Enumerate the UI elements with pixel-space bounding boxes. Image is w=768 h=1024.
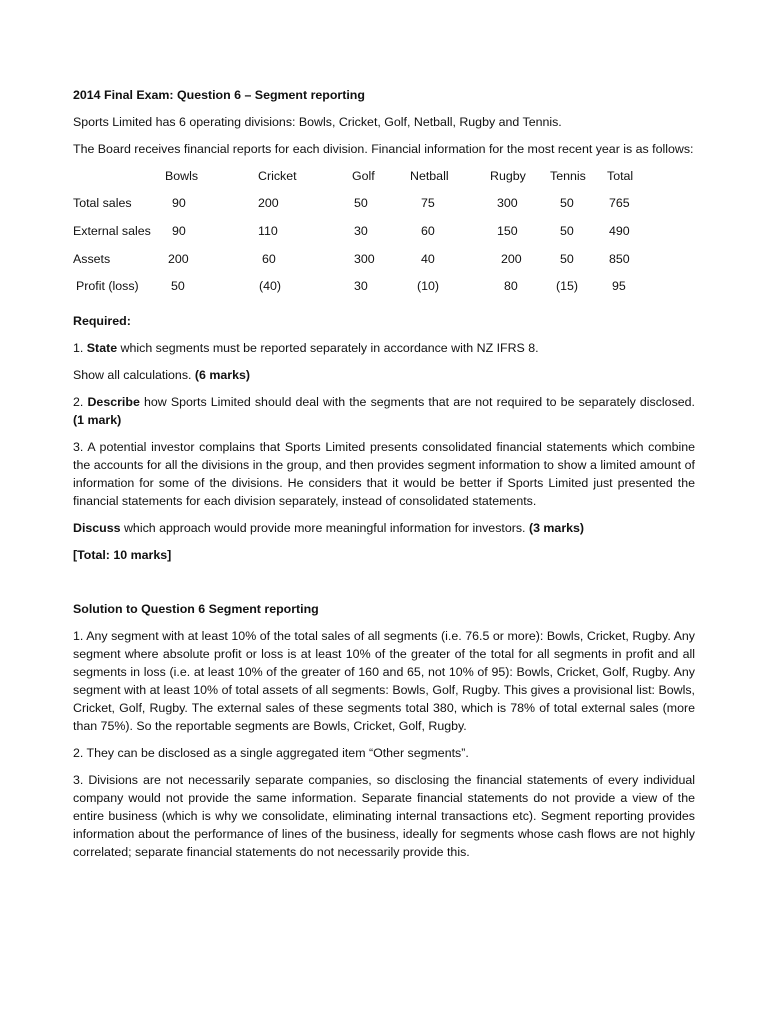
q2-text: how Sports Limited should deal with the segments that are not required to be separately disclosed.: [139, 395, 695, 409]
row-label: Total sales: [73, 196, 132, 210]
table-cell: 50: [560, 196, 574, 210]
table-header: Golf: [352, 169, 375, 183]
table-cell: 200: [501, 252, 522, 266]
question-1: [73, 339, 695, 357]
table-cell: (15): [556, 279, 579, 293]
question-3: 3. A potential investor complains that Sports Limited presents consolidated financial statements which combine the accounts for all the divisions in the group, and then provides segment information to show a limited amount of information for some of the divisions. He considers that it would be better if Sports Limited just presented the financial statements for each division separately, instead of consolidated statements.: [73, 440, 695, 508]
table-cell: 50: [171, 279, 185, 293]
table-cell: 490: [609, 224, 630, 238]
table-cell: 110: [258, 224, 278, 238]
q2-number: 2.: [73, 395, 84, 409]
question-1-calculations: [73, 366, 695, 384]
q1-calc-text: Show all calculations.: [73, 368, 195, 382]
table-cell: 30: [354, 279, 368, 293]
q1-text: which segments must be reported separately in accordance with NZ IFRS 8.: [117, 341, 539, 355]
q3-verb: Discuss: [73, 521, 121, 535]
table-cell: 90: [172, 196, 186, 210]
solution-title: Solution to Question 6 Segment reporting: [73, 602, 319, 616]
table-cell: 50: [560, 224, 574, 238]
solution-answer-1: 1. Any segment with at least 10% of the total sales of all segments (i.e. 76.5 or more): Bowls, Cricket, Rugby. Any segment where absolute profit or loss is at least 10% of the greater of the total for all segments in profit and all segments in loss (i.e. at least 10% of the greater of 160 and 65, not 10% of 95): Bowls, Cricket, Golf, Rugby. Any segment with at least 10% of total assets of all segments: Bowls, Golf, Rugby. This gives a provisional list: Bowls, Cricket, Golf, Rugby. The external sales of these segments total 380, which is 78% of total external sales (more than 75%). So the reportable segments are Bowls, Cricket, Golf, Rugby.: [73, 629, 695, 733]
question-2: [73, 393, 695, 429]
table-cell: 200: [258, 196, 279, 210]
table-cell: 95: [612, 279, 626, 293]
table-header: Cricket: [258, 169, 297, 183]
table-header: Tennis: [550, 169, 586, 183]
table-header: Rugby: [490, 169, 526, 183]
solution-answer-3: 3. Divisions are not necessarily separate companies, so disclosing the financial statements of every individual company would not provide the same information. Separate financial statements do not provide a view of the entire business (which is why we consolidate, eliminating internal transactions etc). Segment reporting provides information about the performance of lines of the business, ideally for segments whose cash flows are not highly correlated; separate financial statements do not necessarily provide this.: [73, 773, 695, 859]
q2-verb: Describe: [87, 395, 140, 409]
q1-number: 1.: [73, 341, 84, 355]
table-cell: 90: [172, 224, 186, 238]
table-cell: 60: [421, 224, 435, 238]
row-label: Assets: [73, 252, 111, 266]
row-label: External sales: [73, 224, 151, 238]
table-cell: 80: [504, 279, 518, 293]
solution-answer-2: 2. They can be disclosed as a single aggregated item “Other segments”.: [73, 746, 469, 760]
table-cell: 300: [354, 252, 375, 266]
required-heading: Required:: [73, 314, 131, 328]
row-label: Profit (loss): [76, 279, 139, 293]
table-header: Netball: [410, 169, 449, 183]
table-cell: (10): [417, 279, 440, 293]
financial-table: [73, 167, 695, 303]
table-cell: 30: [354, 224, 368, 238]
q3-marks: (3 marks): [528, 521, 585, 535]
table-cell: 60: [262, 252, 276, 266]
board-paragraph: The Board receives financial reports for each division. Financial information for the most recent year is as follows:: [73, 142, 694, 156]
table-cell: 850: [609, 252, 630, 266]
table-cell: 300: [497, 196, 518, 210]
intro-paragraph: Sports Limited has 6 operating divisions: Bowls, Cricket, Golf, Netball, Rugby and Tennis.: [73, 115, 562, 129]
table-header: Total: [607, 169, 634, 183]
q1-marks: (6 marks): [194, 368, 251, 382]
table-cell: 50: [354, 196, 368, 210]
q3-discuss-text: which approach would provide more meaningful information for investors.: [120, 521, 529, 535]
table-cell: 765: [609, 196, 630, 210]
table-header: Bowls: [165, 169, 199, 183]
question-title: 2014 Final Exam: Question 6 – Segment reporting: [73, 88, 365, 102]
document-body: [73, 86, 695, 861]
table-cell: 75: [421, 196, 435, 210]
table-cell: 50: [560, 252, 574, 266]
table-cell: 150: [497, 224, 518, 238]
total-marks: [Total: 10 marks]: [73, 548, 172, 562]
table-cell: 200: [168, 252, 189, 266]
table-cell: (40): [259, 279, 282, 293]
q1-verb: State: [86, 341, 118, 355]
q2-marks: (1 mark): [73, 413, 122, 427]
question-3-discuss: [73, 519, 695, 537]
table-cell: 40: [421, 252, 435, 266]
